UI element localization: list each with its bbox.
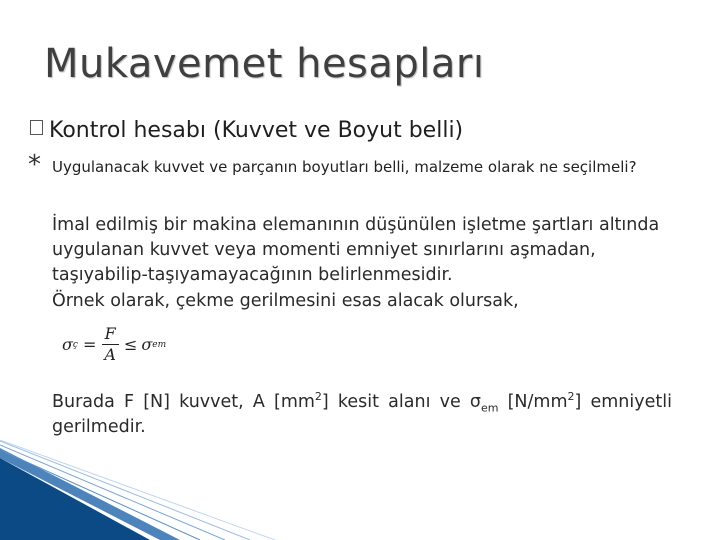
stress-formula (62, 324, 166, 365)
formula-lhs-symbol: σ (62, 335, 73, 354)
formula-numerator: F (102, 324, 119, 345)
formula-equals: = (82, 335, 97, 354)
explanation-text-1: Burada F [N] kuvvet, A [mm (52, 392, 315, 412)
formula-rhs-sub: em (152, 339, 167, 350)
bullet-item (30, 116, 463, 146)
description-paragraph: İmal edilmiş bir makina elemanının düşünülen işletme şartları altında uygulanan kuvvet veya momenti emniyet sınırlarını aşmadan, taşıyabilip-taşıyamayacağının belirlenmesidir. (52, 215, 660, 285)
formula-denominator: A (104, 345, 116, 364)
bullet-text: Kontrol hesabı (Kuvvet ve Boyut belli) (49, 118, 464, 143)
question-item (28, 150, 672, 180)
explanation-paragraph (52, 390, 672, 440)
question-text: Uygulanacak kuvvet ve parçanın boyutları belli, malzeme olarak ne seçilmeli? (52, 158, 637, 176)
explanation-text-2: ] kesit alanı ve σ (321, 392, 481, 412)
explanation-sub-1: em (480, 401, 499, 415)
formula-leq: ≤ (123, 335, 138, 354)
formula-rhs-symbol: σ (141, 335, 153, 354)
explanation-sup-1: 2 (314, 390, 322, 404)
formula-fraction (101, 324, 119, 365)
explanation-text-4: ] emniyetli gerilmedir. (52, 392, 672, 437)
square-bullet-icon (30, 120, 43, 135)
slide-title: Mukavemet hesapları (44, 41, 485, 87)
formula-lhs-sub: ç (72, 339, 78, 350)
asterisk-icon: * (28, 150, 41, 180)
explanation-sup-2: 2 (567, 390, 575, 404)
example-paragraph: Örnek olarak, çekme gerilmesini esas alacak olursak, (52, 291, 519, 311)
explanation-text-3: [N/mm (498, 392, 568, 412)
corner-wave-decoration (0, 440, 300, 540)
